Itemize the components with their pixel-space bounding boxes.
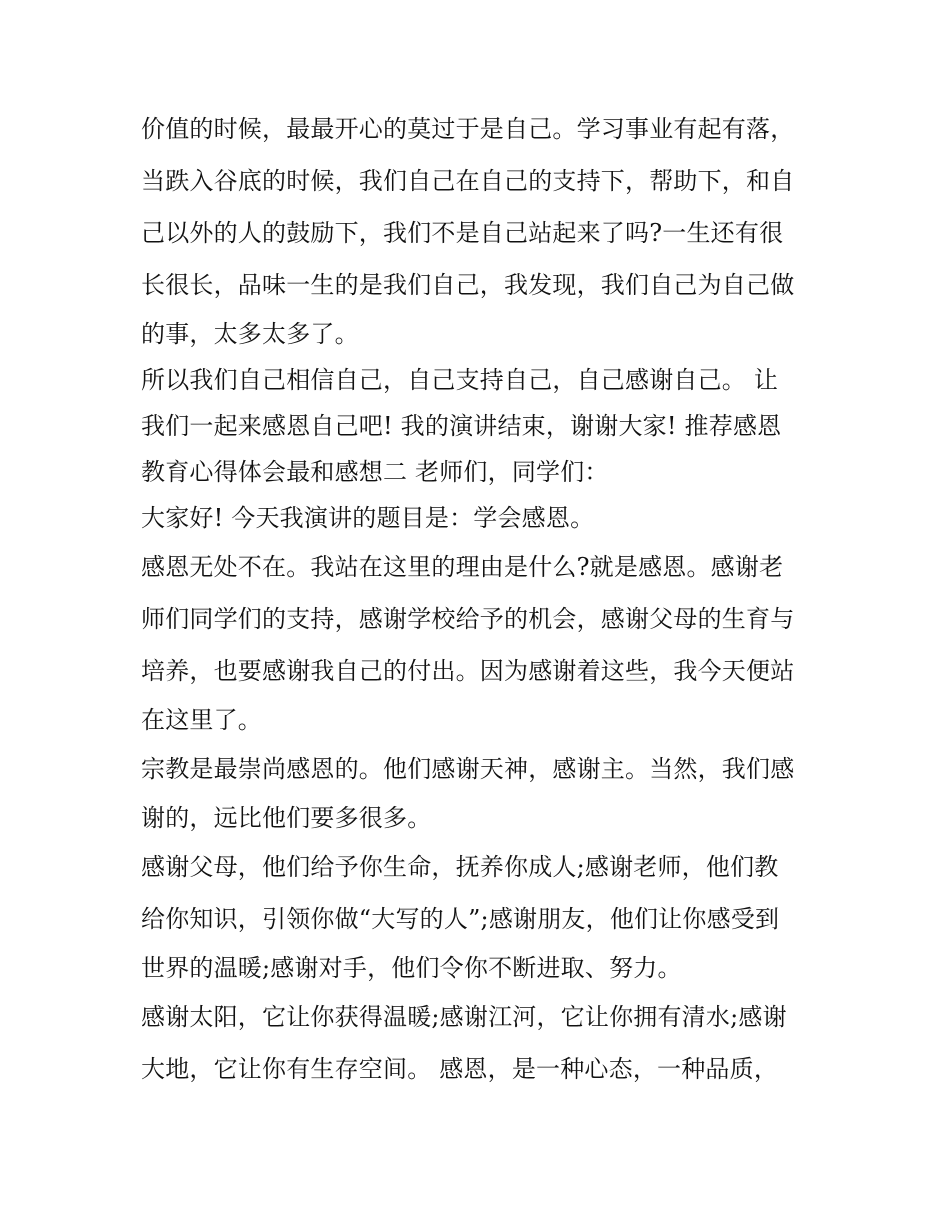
text-line: 的事，太多太多了。 <box>141 320 359 348</box>
text-line: 宗教是最崇尚感恩的。他们感谢天神，感谢主。当然，我们感 <box>141 755 795 783</box>
text-line: 己以外的人的鼓励下，我们不是自己站起来了吗?一生还有很 <box>141 219 784 247</box>
text-line: 教育心得体会最和感想二 老师们，同学们： <box>141 458 609 486</box>
text-line: 师们同学们的支持，感谢学校给予的机会，感谢父母的生育与 <box>141 605 795 633</box>
document-body <box>141 103 817 1095</box>
text-line: 所以我们自己相信自己，自己支持自己，自己感谢自己。 让 <box>141 366 779 394</box>
text-line: 给你知识，引领你做“大写的人”;感谢朋友，他们让你感受到 <box>141 905 780 933</box>
text-line: 培养，也要感谢我自己的付出。因为感谢着这些，我今天便站 <box>141 657 795 685</box>
text-line: 感恩无处不在。我站在这里的理由是什么?就是感恩。感谢老 <box>141 553 784 581</box>
text-line: 大家好! 今天我演讲的题目是：学会感恩。 <box>141 504 595 532</box>
text-line: 当跌入谷底的时候，我们自己在自己的支持下，帮助下，和自 <box>141 167 795 195</box>
text-line: 长很长，品味一生的是我们自己，我发现，我们自己为自己做 <box>141 271 795 299</box>
text-line: 大地，它让你有生存空间。 感恩，是一种心态，一种品质， <box>141 1055 779 1083</box>
text-line: 世界的温暖;感谢对手，他们令你不断进取、努力。 <box>141 954 682 982</box>
text-line: 感谢父母，他们给予你生命，抚养你成人;感谢老师，他们教 <box>141 853 779 881</box>
text-line: 在这里了。 <box>141 706 262 734</box>
text-line: 感谢太阳，它让你获得温暖;感谢江河，它让你拥有清水;感谢 <box>141 1003 787 1031</box>
text-line: 谢的，远比他们要多很多。 <box>141 804 432 832</box>
text-line: 我们一起来感恩自己吧! 我的演讲结束，谢谢大家! 推荐感恩 <box>141 412 782 440</box>
text-line: 价值的时候，最最开心的莫过于是自己。学习事业有起有落， <box>141 115 795 143</box>
